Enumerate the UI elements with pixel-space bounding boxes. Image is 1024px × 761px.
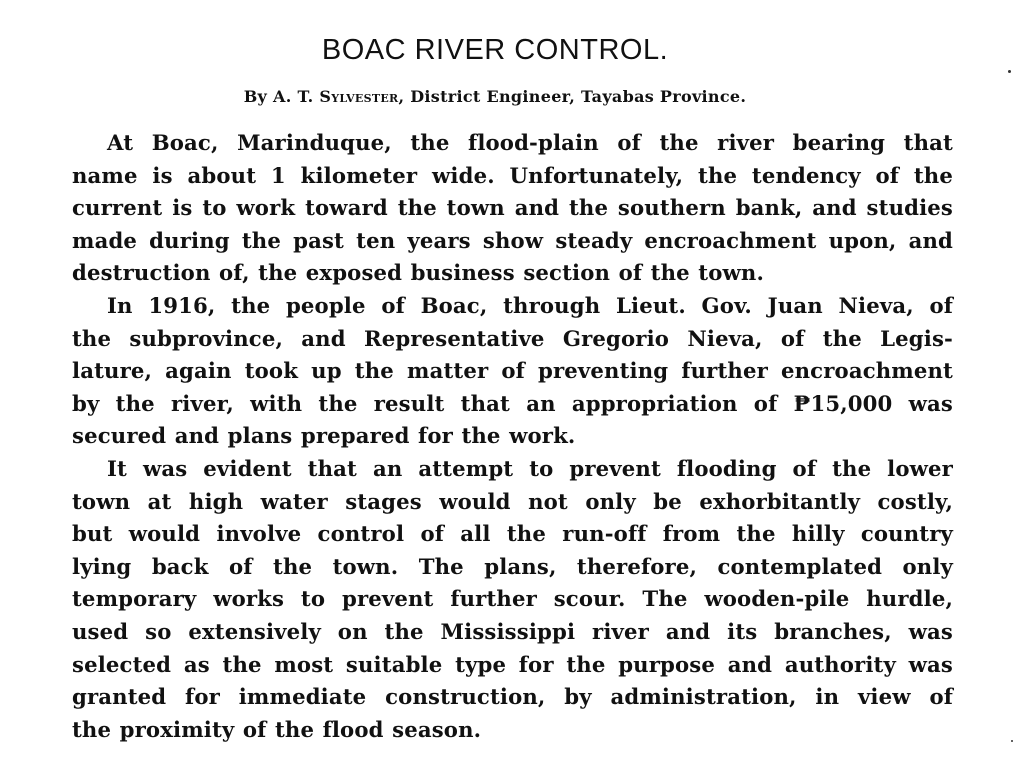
text-line: selected as the most suitable type for the purpose and authority was [72,651,953,677]
text-line: destruction of, the exposed business section of the town. [72,260,764,286]
paragraph-1 [37,127,953,290]
text-line: used so extensively on the Mississippi river and its branches, was [72,618,953,644]
text-line: lying back of the town. The plans, therefore, contemplated only [72,553,953,579]
scan-speck [1008,70,1011,73]
article-body [37,127,953,746]
text-line: In 1916, the people of Boac, through Lieut. Gov. Juan Nieva, of [107,292,953,318]
article-byline [37,86,953,108]
text-line: name is about 1 kilometer wide. Unfortunately, the tendency of the [72,162,953,188]
text-line: the subprovince, and Representative Gregorio Nieva, of the Legis- [72,325,953,351]
text-line: granted for immediate construction, by administration, in view of [72,684,953,710]
paragraph-3 [37,453,953,746]
text-line: temporary works to prevent further scour. The wooden-pile hurdle, [72,586,953,612]
paragraph-2 [37,290,953,453]
document-page [37,26,953,746]
text-line: It was evident that an attempt to prevent flooding of the lower [107,455,953,481]
text-line: secured and plans prepared for the work. [72,423,576,449]
text-line: made during the past ten years show steady encroachment upon, and [72,227,953,253]
byline-prefix: By A. T. [243,87,314,106]
text-line: At Boac, Marinduque, the flood-plain of the river bearing that [107,130,953,155]
article-title: BOAC RIVER CONTROL. [321,34,669,66]
text-line: the proximity of the flood season. [72,716,482,742]
byline-suffix: , District Engineer, Tayabas Province. [398,87,747,106]
scan-speck [1011,740,1013,742]
text-line: but would involve control of all the run-off from the hilly country [72,521,953,547]
text-line: lature, again took up the matter of preventing further encroachment [72,358,953,384]
text-line: by the river, with the result that an appropriation of ₱15,000 was [72,390,953,416]
text-line: town at high water stages would not only be exhorbitantly costly, [72,488,953,514]
byline-author: Sylvester [319,87,399,106]
text-line: current is to work toward the town and the southern bank, and studies [72,195,953,221]
